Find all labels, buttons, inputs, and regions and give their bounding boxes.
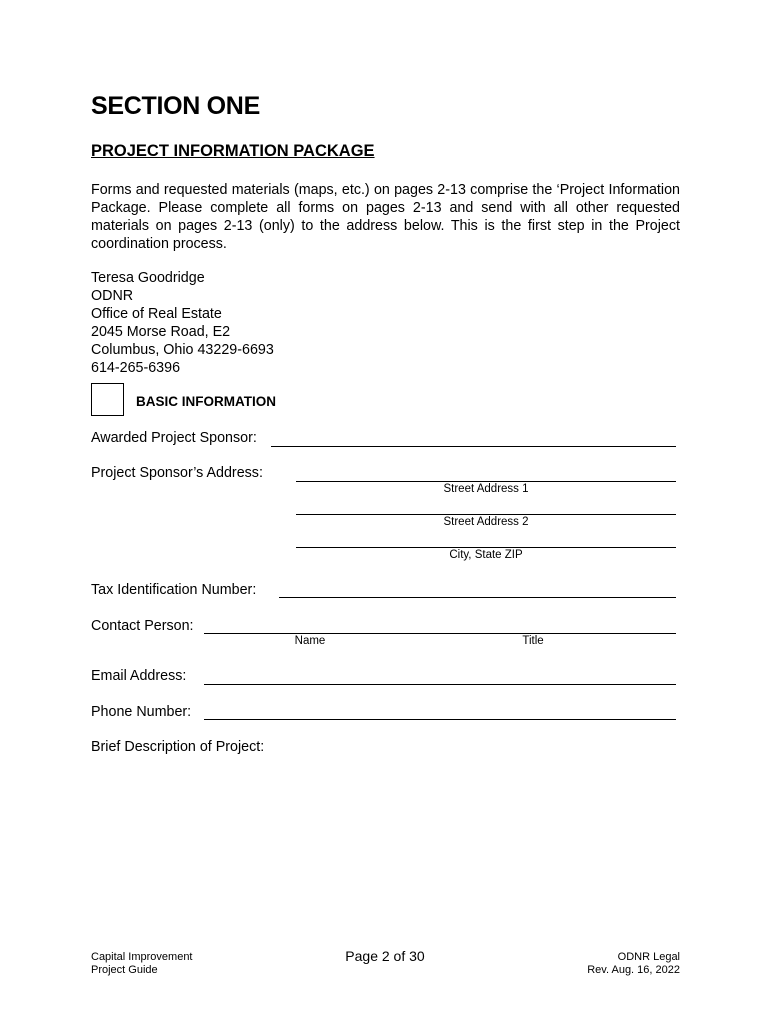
mailing-address [91, 269, 274, 377]
address-line: ODNR [91, 288, 134, 304]
footer-guide-line2: Project Guide [91, 964, 158, 976]
contact-person-field[interactable] [204, 633, 676, 634]
address-line: 614-265-6396 [91, 360, 181, 376]
contact-person-label: Contact Person: [91, 618, 194, 634]
footer-left [91, 951, 193, 977]
city-state-zip-caption: City, State ZIP [449, 549, 523, 561]
sponsor-label: Awarded Project Sponsor: [91, 430, 257, 446]
street-address-1-field[interactable] [296, 481, 676, 482]
street-address-2-caption: Street Address 2 [443, 516, 529, 528]
description-area[interactable] [91, 760, 680, 930]
basic-information-checkbox[interactable] [91, 383, 124, 416]
address-line: Columbus, Ohio 43229-6693 [91, 342, 274, 358]
page-number: Page 2 of 30 [345, 948, 425, 964]
email-label: Email Address: [91, 668, 187, 684]
contact-title-caption: Title [522, 635, 544, 647]
footer-right [520, 951, 680, 977]
phone-field[interactable] [204, 719, 676, 720]
package-title: PROJECT INFORMATION PACKAGE [91, 142, 375, 160]
section-title: SECTION ONE [91, 92, 260, 120]
tax-id-field[interactable] [279, 597, 676, 598]
intro-paragraph: Forms and requested materials (maps, etc.) on pages 2-13 comprise the ‘Project Information Package. Please complete all forms on pages 2-13 and send with all other requested materials on pages 2-13 (only) to the address below. This is the first step in the Project coordination process. [91, 182, 680, 252]
address-line: Teresa Goodridge [91, 270, 205, 286]
street-address-1-caption: Street Address 1 [443, 483, 529, 495]
tax-id-label: Tax Identification Number: [91, 582, 257, 598]
address-label: Project Sponsor’s Address: [91, 465, 263, 481]
sponsor-field[interactable] [271, 446, 676, 447]
footer-legal-line1: ODNR Legal [617, 951, 680, 963]
city-state-zip-field[interactable] [296, 547, 676, 548]
address-line: Office of Real Estate [91, 306, 222, 322]
contact-name-caption: Name [294, 635, 326, 647]
street-address-2-field[interactable] [296, 514, 676, 515]
description-label: Brief Description of Project: [91, 739, 265, 755]
address-line: 2045 Morse Road, E2 [91, 324, 231, 340]
footer-revision-date: Rev. Aug. 16, 2022 [587, 964, 680, 976]
footer-guide-line1: Capital Improvement [91, 951, 193, 963]
phone-label: Phone Number: [91, 704, 192, 720]
email-field[interactable] [204, 684, 676, 685]
basic-information-heading: BASIC INFORMATION [136, 394, 276, 409]
